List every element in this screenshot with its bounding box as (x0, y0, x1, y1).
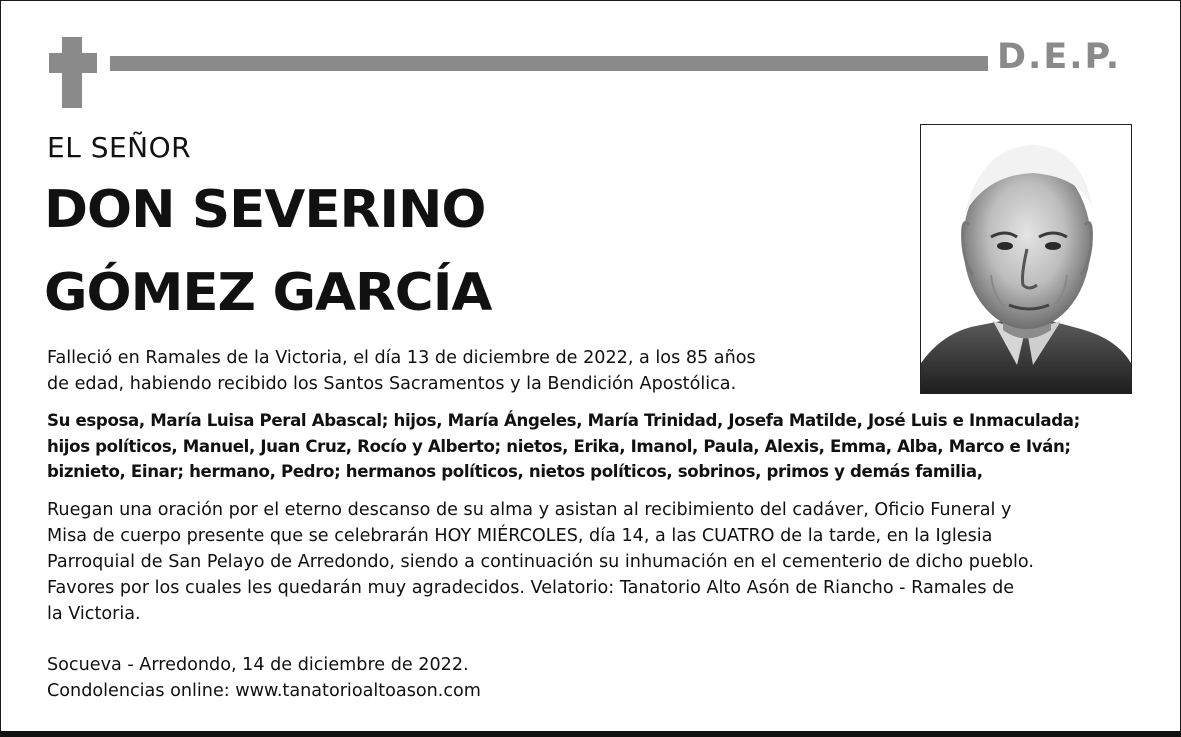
death-line: de edad, habiendo recibido los Santos Sacramentos y la Bendición Apostólica. (47, 374, 737, 394)
family-line: Su esposa, María Luisa Peral Abascal; hijos, María Ángeles, María Trinidad, Josefa Matilde, José Luis e Inmaculada; (47, 411, 1080, 430)
death-announcement (47, 345, 756, 397)
request-line: Misa de cuerpo presente que se celebrarán HOY MIÉRCOLES, día 14, a las CUATRO de la tarde, en la Iglesia (47, 526, 993, 546)
place-date-line: Socueva - Arredondo, 14 de diciembre de 2022. (47, 655, 469, 675)
request-line: la Victoria. (47, 604, 141, 624)
request-line: Parroquial de San Pelayo de Arredondo, siendo a continuación su inhumación en el cementerio de dicho pueblo. (47, 552, 1034, 572)
honorific: EL SEÑOR (47, 131, 192, 164)
request-line: Favores por los cuales les quedarán muy agradecidos. Velatorio: Tanatorio Alto Asón de Riancho - Ramales de (47, 578, 1015, 598)
family-line: biznieto, Einar; hermano, Pedro; hermanos políticos, nietos políticos, sobrinos, primos y demás familia, (47, 462, 983, 481)
deceased-photo (920, 124, 1132, 394)
family-list (47, 408, 1080, 485)
header-rule (110, 56, 988, 71)
cross-icon-arm (49, 53, 97, 73)
notice-footer (47, 652, 481, 704)
deceased-name-line-1: DON SEVERINO (44, 180, 486, 240)
condolences-line[interactable]: Condolencias online: www.tanatorioaltoason.com (47, 681, 481, 701)
dep-label: D.E.P. (997, 37, 1122, 77)
request-line: Ruegan una oración por el eterno descanso de su alma y asistan al recibimiento del cadáver, Oficio Funeral y (47, 500, 1012, 520)
death-line: Falleció en Ramales de la Victoria, el día 13 de diciembre de 2022, a los 85 años (47, 348, 756, 368)
bottom-border (0, 731, 1181, 737)
family-line: hijos políticos, Manuel, Juan Cruz, Rocío y Alberto; nietos, Erika, Imanol, Paula, Alexis, Emma, Alba, Marco e Iván; (47, 436, 1071, 456)
funeral-request (47, 497, 1034, 627)
deceased-name-line-2: GÓMEZ GARCÍA (44, 263, 492, 323)
